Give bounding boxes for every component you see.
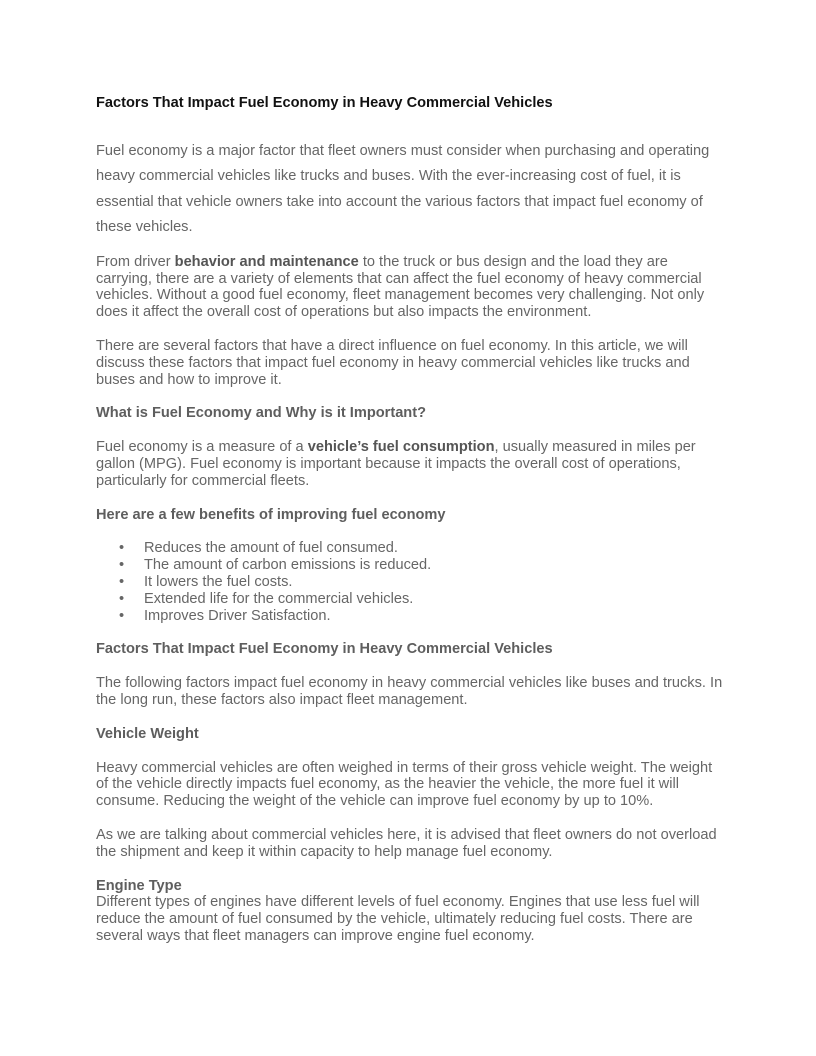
p4-text-after: , usually measured in miles per gallon (MPG). Fuel economy is important because it impacts the overall cost of operations, particularly for commercial fleets. — [96, 439, 696, 489]
heading-engine-type: Engine Type — [96, 877, 182, 894]
paragraph-fuel-economy-definition — [96, 439, 724, 489]
intro-paragraph: Fuel economy is a major factor that fleet owners must consider when purchasing and operating heavy commercial vehicles like trucks and buses. With the ever-increasing cost of fuel, it is essential that vehicle owners take into account the various factors that impact fuel economy of these vehicles. — [96, 142, 710, 236]
list-item: • Reduces the amount of fuel consumed. — [144, 540, 724, 557]
paragraph-overload: As we are talking about commercial vehicles here, it is advised that fleet owners do not overload the shipment and keep it within capacity to help manage fuel economy. — [96, 826, 717, 860]
paragraph-engine-type: Different types of engines have different levels of fuel economy. Engines that use less fuel will reduce the amount of fuel consumed by the vehicle, ultimately reducing fuel costs. There are several ways that fleet managers can improve engine fuel economy. — [96, 894, 700, 944]
p4-text-before: Fuel economy is a measure of a — [96, 439, 308, 456]
p4-bold-text: vehicle’s fuel consumption — [307, 439, 495, 456]
paragraph-several-factors: There are several factors that have a direct influence on fuel economy. In this article, we will discuss these factors that impact fuel economy in heavy commercial vehicles like trucks and buses and how to improve it. — [96, 337, 690, 388]
p2-text-before: From driver — [96, 253, 175, 270]
heading-factors: Factors That Impact Fuel Economy in Heavy Commercial Vehicles — [96, 641, 553, 658]
document-page — [96, 95, 724, 962]
heading-benefits: Here are a few benefits of improving fuel economy — [96, 506, 446, 523]
benefits-list — [96, 540, 724, 624]
paragraph-vehicle-weight: Heavy commercial vehicles are often weighed in terms of their gross vehicle weight. The weight of the vehicle directly impacts fuel economy, as the heavier the vehicle, the more fuel it will consume. Reducing the weight of the vehicle can improve fuel economy by up to 10%. — [96, 759, 713, 810]
list-item: • Extended life for the commercial vehicles. — [144, 591, 724, 608]
paragraph-following-factors: The following factors impact fuel economy in heavy commercial vehicles like buses and trucks. In the long run, these factors also impact fleet management. — [96, 675, 723, 708]
paragraph-driver-behavior — [96, 254, 724, 321]
list-item: • It lowers the fuel costs. — [144, 574, 724, 591]
list-item: • The amount of carbon emissions is reduced. — [144, 557, 724, 574]
p2-bold-text: behavior and maintenance — [174, 253, 359, 270]
heading-vehicle-weight: Vehicle Weight — [96, 725, 199, 742]
heading-what-is-fuel-economy: What is Fuel Economy and Why is it Important? — [96, 405, 426, 422]
list-item: • Improves Driver Satisfaction. — [144, 608, 724, 625]
p2-text-after: to the truck or bus design and the load they are carrying, there are a variety of elements that can affect the fuel economy of heavy commercial vehicles. Without a good fuel economy, fleet management becomes very challenging. Not only does it affect the overall cost of operations but also impacts the environment. — [96, 253, 705, 321]
document-title: Factors That Impact Fuel Economy in Heavy Commercial Vehicles — [96, 95, 553, 111]
